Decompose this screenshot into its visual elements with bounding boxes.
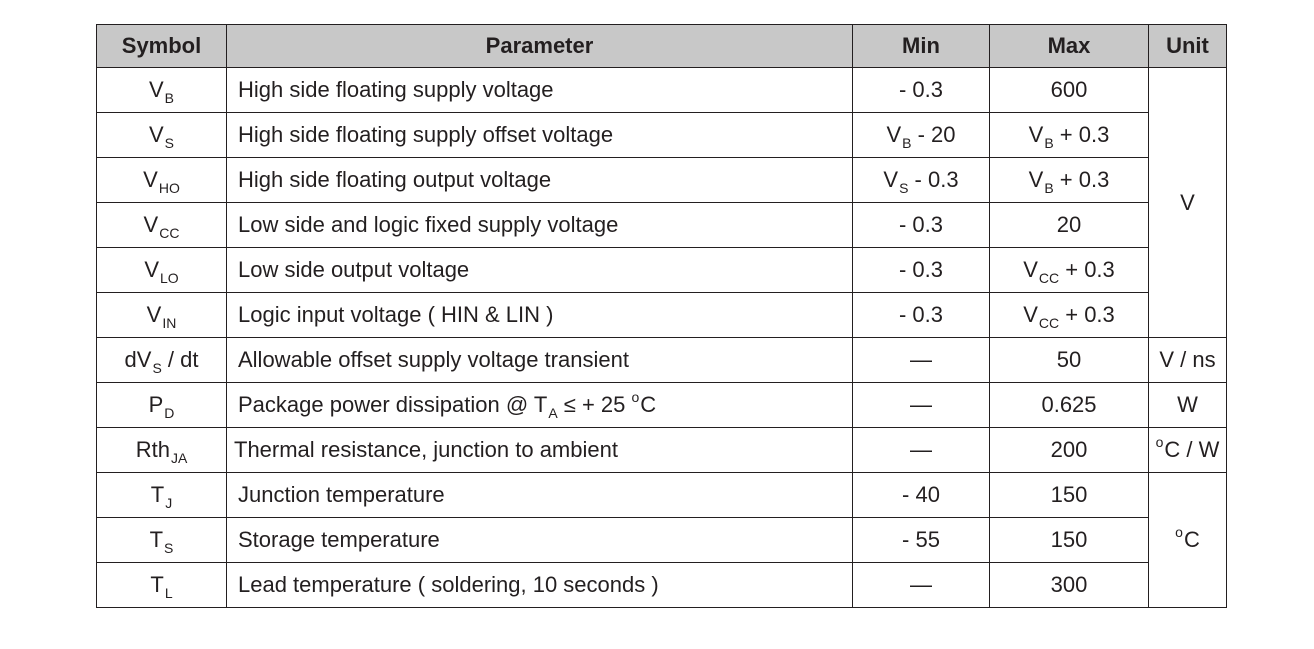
table-row xyxy=(97,473,1227,518)
table-row xyxy=(97,563,1227,608)
parameter-cell: Package power dissipation @ $T_A$ ≤ + 25 $^o$C xyxy=(227,383,853,428)
min-cell: - 40 xyxy=(853,473,990,518)
min-cell: - 0.3 xyxy=(853,248,990,293)
unit-cell: W xyxy=(1149,383,1227,428)
header-symbol: Symbol xyxy=(97,25,227,68)
symbol-cell: $V_S$ xyxy=(97,113,227,158)
max-cell: 200 xyxy=(990,428,1149,473)
table-row xyxy=(97,113,1227,158)
parameter-cell: Junction temperature xyxy=(227,473,853,518)
max-cell: 150 xyxy=(990,473,1149,518)
min-cell: — xyxy=(853,338,990,383)
parameter-cell: Low side and logic fixed supply voltage xyxy=(227,203,853,248)
parameter-cell: Low side output voltage xyxy=(227,248,853,293)
max-cell: 300 xyxy=(990,563,1149,608)
table-row xyxy=(97,383,1227,428)
symbol-cell: Rth$_{JA}$ xyxy=(97,428,227,473)
symbol-cell: $V_B$ xyxy=(97,68,227,113)
max-cell: 50 xyxy=(990,338,1149,383)
max-cell: $V_{CC} + 0.3$ xyxy=(990,248,1149,293)
min-cell: - 0.3 xyxy=(853,203,990,248)
unit-cell: $^o$C / W xyxy=(1149,428,1227,473)
max-cell: $V_{CC} + 0.3$ xyxy=(990,293,1149,338)
max-cell: 600 xyxy=(990,68,1149,113)
table-row xyxy=(97,203,1227,248)
unit-cell-temperature: $^o$C xyxy=(1149,473,1227,608)
header-parameter: Parameter xyxy=(227,25,853,68)
table-row xyxy=(97,293,1227,338)
table-row xyxy=(97,428,1227,473)
min-cell: - 0.3 xyxy=(853,68,990,113)
symbol-cell: $dV_S$ / dt xyxy=(97,338,227,383)
max-cell: 20 xyxy=(990,203,1149,248)
header-min: Min xyxy=(853,25,990,68)
min-cell: — xyxy=(853,383,990,428)
symbol-cell: $T_S$ xyxy=(97,518,227,563)
header-row xyxy=(97,25,1227,68)
parameter-cell: High side floating supply voltage xyxy=(227,68,853,113)
symbol-cell: $T_J$ xyxy=(97,473,227,518)
min-cell: — xyxy=(853,428,990,473)
parameter-cell: High side floating output voltage xyxy=(227,158,853,203)
parameter-cell: High side floating supply offset voltage xyxy=(227,113,853,158)
table-row xyxy=(97,68,1227,113)
parameter-cell: Lead temperature ( soldering, 10 seconds ) xyxy=(227,563,853,608)
table-row xyxy=(97,338,1227,383)
symbol-cell: $T_L$ xyxy=(97,563,227,608)
min-cell: - 55 xyxy=(853,518,990,563)
absolute-maximum-ratings-table xyxy=(96,24,1227,608)
symbol-cell: $P_D$ xyxy=(97,383,227,428)
header-max: Max xyxy=(990,25,1149,68)
parameter-cell: Storage temperature xyxy=(227,518,853,563)
symbol-cell: $V_{IN}$ xyxy=(97,293,227,338)
symbol-cell: $V_{HO}$ xyxy=(97,158,227,203)
parameter-cell: Thermal resistance, junction to ambient xyxy=(227,428,853,473)
unit-cell: V / ns xyxy=(1149,338,1227,383)
max-cell: 150 xyxy=(990,518,1149,563)
max-cell: $V_B + 0.3$ xyxy=(990,113,1149,158)
min-cell: - 0.3 xyxy=(853,293,990,338)
min-cell: $V_B - 20$ xyxy=(853,113,990,158)
max-cell: $V_B + 0.3$ xyxy=(990,158,1149,203)
min-cell: $V_S - 0.3$ xyxy=(853,158,990,203)
max-cell: 0.625 xyxy=(990,383,1149,428)
parameter-cell: Allowable offset supply voltage transient xyxy=(227,338,853,383)
table-row xyxy=(97,248,1227,293)
symbol-cell: $V_{CC}$ xyxy=(97,203,227,248)
table-row xyxy=(97,158,1227,203)
unit-cell-voltage: V xyxy=(1149,68,1227,338)
symbol-cell: $V_{LO}$ xyxy=(97,248,227,293)
parameter-cell: Logic input voltage ( HIN & LIN ) xyxy=(227,293,853,338)
min-cell: — xyxy=(853,563,990,608)
table-row xyxy=(97,518,1227,563)
header-unit: Unit xyxy=(1149,25,1227,68)
